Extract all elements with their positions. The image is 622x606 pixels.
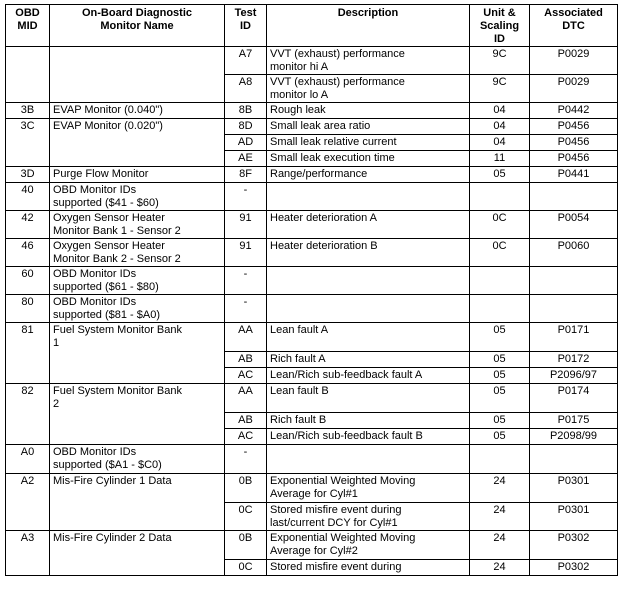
description-cell: Heater deterioration B (267, 239, 470, 267)
monitor-name-cell: OBD Monitor IDs supported ($A1 - $C0) (50, 445, 225, 474)
associated-dtc-cell: P2098/99 (530, 429, 618, 445)
test-id-cell: - (225, 445, 267, 474)
unit-scaling-cell: 05 (470, 323, 530, 352)
description-cell: Rough leak (267, 103, 470, 119)
table-row (6, 119, 618, 135)
description-cell: Rich fault B (267, 413, 470, 429)
associated-dtc-cell: P0442 (530, 103, 618, 119)
description-cell: Exponential Weighted Moving Average for Cyl#1 (267, 474, 470, 503)
header-obd-mid: OBD MID (6, 5, 50, 47)
table-row (6, 531, 618, 560)
test-id-cell: 0B (225, 531, 267, 560)
associated-dtc-cell: P0302 (530, 531, 618, 560)
test-id-cell: A7 (225, 47, 267, 75)
associated-dtc-cell: P0301 (530, 503, 618, 531)
unit-scaling-cell: 04 (470, 103, 530, 119)
monitor-name-cell: Oxygen Sensor Heater Monitor Bank 1 - Sensor 2 (50, 211, 225, 239)
test-id-cell: AB (225, 352, 267, 368)
table-body (6, 47, 618, 576)
associated-dtc-cell: P0171 (530, 323, 618, 352)
unit-scaling-cell: 9C (470, 47, 530, 75)
associated-dtc-cell: P0029 (530, 47, 618, 75)
monitor-name-cell: OBD Monitor IDs supported ($61 - $80) (50, 267, 225, 295)
test-id-cell: 8B (225, 103, 267, 119)
table-row (6, 167, 618, 183)
unit-scaling-cell (470, 295, 530, 323)
unit-scaling-cell: 04 (470, 119, 530, 135)
unit-scaling-cell: 04 (470, 135, 530, 151)
header-test-id: Test ID (225, 5, 267, 47)
test-id-cell: - (225, 267, 267, 295)
unit-scaling-cell: 9C (470, 75, 530, 103)
test-id-cell: 0C (225, 560, 267, 576)
description-cell: Stored misfire event during last/current DCY for Cyl#1 (267, 503, 470, 531)
description-cell: Stored misfire event during (267, 560, 470, 576)
obd-monitor-table (5, 4, 618, 576)
associated-dtc-cell: P0301 (530, 474, 618, 503)
unit-scaling-cell: 05 (470, 413, 530, 429)
description-cell (267, 183, 470, 211)
associated-dtc-cell: P0029 (530, 75, 618, 103)
associated-dtc-cell (530, 183, 618, 211)
monitor-name-cell: Fuel System Monitor Bank 2 (50, 384, 225, 445)
test-id-cell: A8 (225, 75, 267, 103)
associated-dtc-cell (530, 445, 618, 474)
associated-dtc-cell: P0456 (530, 135, 618, 151)
monitor-name-cell: Fuel System Monitor Bank 1 (50, 323, 225, 384)
table-row (6, 183, 618, 211)
unit-scaling-cell: 24 (470, 503, 530, 531)
header-unit-scaling: Unit & Scaling ID (470, 5, 530, 47)
description-cell (267, 295, 470, 323)
description-cell: Lean fault A (267, 323, 470, 352)
header-monitor-name: On-Board Diagnostic Monitor Name (50, 5, 225, 47)
test-id-cell: - (225, 183, 267, 211)
obd-mid-cell: 40 (6, 183, 50, 211)
description-cell (267, 267, 470, 295)
obd-mid-cell: 82 (6, 384, 50, 445)
test-id-cell: 91 (225, 211, 267, 239)
associated-dtc-cell: P0175 (530, 413, 618, 429)
table-row (6, 474, 618, 503)
table-row (6, 323, 618, 352)
obd-mid-cell: 3C (6, 119, 50, 167)
description-cell: Lean/Rich sub-feedback fault A (267, 368, 470, 384)
header-associated-dtc: Associated DTC (530, 5, 618, 47)
description-cell: VVT (exhaust) performance monitor lo A (267, 75, 470, 103)
test-id-cell: 91 (225, 239, 267, 267)
associated-dtc-cell (530, 295, 618, 323)
obd-mid-cell: 80 (6, 295, 50, 323)
obd-mid-cell (6, 47, 50, 103)
table-row (6, 445, 618, 474)
monitor-name-cell: EVAP Monitor (0.020") (50, 119, 225, 167)
monitor-name-cell: EVAP Monitor (0.040") (50, 103, 225, 119)
unit-scaling-cell: 11 (470, 151, 530, 167)
obd-mid-cell: 3D (6, 167, 50, 183)
test-id-cell: AA (225, 323, 267, 352)
table-row (6, 239, 618, 267)
table-row (6, 103, 618, 119)
associated-dtc-cell: P0054 (530, 211, 618, 239)
obd-mid-cell: A0 (6, 445, 50, 474)
unit-scaling-cell: 05 (470, 384, 530, 413)
associated-dtc-cell: P0456 (530, 119, 618, 135)
unit-scaling-cell: 24 (470, 560, 530, 576)
unit-scaling-cell: 05 (470, 167, 530, 183)
unit-scaling-cell: 24 (470, 531, 530, 560)
description-cell: Exponential Weighted Moving Average for Cyl#2 (267, 531, 470, 560)
test-id-cell: AA (225, 384, 267, 413)
obd-mid-cell: 60 (6, 267, 50, 295)
associated-dtc-cell: P0441 (530, 167, 618, 183)
description-cell: Range/performance (267, 167, 470, 183)
associated-dtc-cell: P0174 (530, 384, 618, 413)
monitor-name-cell: OBD Monitor IDs supported ($81 - $A0) (50, 295, 225, 323)
associated-dtc-cell: P0172 (530, 352, 618, 368)
table-row (6, 384, 618, 413)
associated-dtc-cell: P0302 (530, 560, 618, 576)
unit-scaling-cell (470, 183, 530, 211)
monitor-name-cell: Purge Flow Monitor (50, 167, 225, 183)
test-id-cell: 0B (225, 474, 267, 503)
associated-dtc-cell (530, 267, 618, 295)
unit-scaling-cell: 05 (470, 429, 530, 445)
obd-mid-cell: 3B (6, 103, 50, 119)
obd-mid-cell: 42 (6, 211, 50, 239)
unit-scaling-cell: 05 (470, 368, 530, 384)
test-id-cell: AB (225, 413, 267, 429)
associated-dtc-cell: P2096/97 (530, 368, 618, 384)
table-row (6, 267, 618, 295)
description-cell: Small leak execution time (267, 151, 470, 167)
test-id-cell: AC (225, 368, 267, 384)
unit-scaling-cell: 05 (470, 352, 530, 368)
test-id-cell: AE (225, 151, 267, 167)
test-id-cell: 0C (225, 503, 267, 531)
test-id-cell: AC (225, 429, 267, 445)
description-cell: Lean fault B (267, 384, 470, 413)
monitor-name-cell: Oxygen Sensor Heater Monitor Bank 2 - Sensor 2 (50, 239, 225, 267)
monitor-name-cell: Mis-Fire Cylinder 1 Data (50, 474, 225, 531)
table-row (6, 47, 618, 75)
obd-mid-cell: A2 (6, 474, 50, 531)
unit-scaling-cell: 24 (470, 474, 530, 503)
associated-dtc-cell: P0060 (530, 239, 618, 267)
unit-scaling-cell (470, 445, 530, 474)
unit-scaling-cell (470, 267, 530, 295)
obd-mid-cell: A3 (6, 531, 50, 576)
monitor-name-cell (50, 47, 225, 103)
table-row (6, 295, 618, 323)
description-cell: Heater deterioration A (267, 211, 470, 239)
table-row (6, 211, 618, 239)
description-cell: Rich fault A (267, 352, 470, 368)
unit-scaling-cell: 0C (470, 239, 530, 267)
test-id-cell: AD (225, 135, 267, 151)
monitor-name-cell: OBD Monitor IDs supported ($41 - $60) (50, 183, 225, 211)
description-cell: Lean/Rich sub-feedback fault B (267, 429, 470, 445)
obd-mid-cell: 81 (6, 323, 50, 384)
description-cell: Small leak area ratio (267, 119, 470, 135)
test-id-cell: 8D (225, 119, 267, 135)
description-cell: Small leak relative current (267, 135, 470, 151)
description-cell (267, 445, 470, 474)
unit-scaling-cell: 0C (470, 211, 530, 239)
description-cell: VVT (exhaust) performance monitor hi A (267, 47, 470, 75)
test-id-cell: - (225, 295, 267, 323)
monitor-name-cell: Mis-Fire Cylinder 2 Data (50, 531, 225, 576)
header-description: Description (267, 5, 470, 47)
associated-dtc-cell: P0456 (530, 151, 618, 167)
test-id-cell: 8F (225, 167, 267, 183)
header-row (6, 5, 618, 47)
obd-mid-cell: 46 (6, 239, 50, 267)
